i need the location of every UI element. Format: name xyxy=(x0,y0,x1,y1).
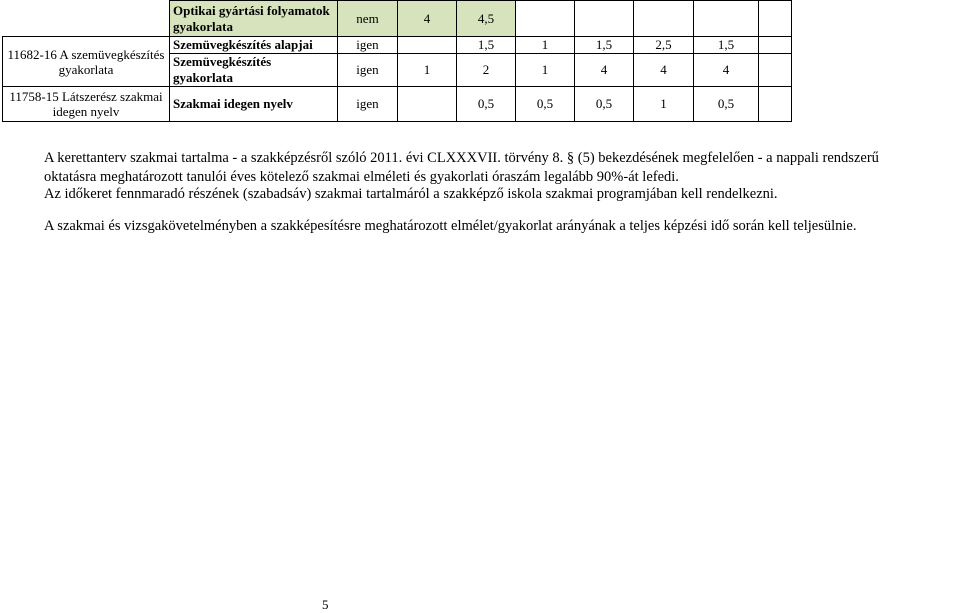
curriculum-table xyxy=(2,0,792,122)
module-cell: 11682-16 A szemüvegkészítés gyakorlata xyxy=(3,37,170,87)
table-cell: igen xyxy=(338,87,398,122)
subject-cell: Optikai gyártási folyamatok gyakorlata xyxy=(170,1,338,37)
table-cell xyxy=(759,37,792,54)
module-cell xyxy=(3,1,170,37)
paragraph-line: A szakmai és vizsgakövetelményben a szakképesítésre meghatározott elmélet/gyakorlat arányának a teljes képzési idő során kell teljesülnie. xyxy=(44,218,857,234)
table-row xyxy=(3,87,792,122)
table-cell: igen xyxy=(338,37,398,54)
table-cell: nem xyxy=(338,1,398,37)
table-cell xyxy=(398,37,457,54)
table-cell: 1 xyxy=(634,87,694,122)
table-cell: 0,5 xyxy=(575,87,634,122)
table-cell xyxy=(759,1,792,37)
paragraph-line: oktatásra meghatározott tanulói éves kötelező szakmai elméleti és gyakorlati óraszám legalább 90%-át lefedi. xyxy=(44,169,679,185)
table-cell xyxy=(759,87,792,122)
table-cell: 1 xyxy=(516,54,575,87)
table-cell: 4 xyxy=(398,1,457,37)
table-row xyxy=(3,37,792,54)
table-cell: 0,5 xyxy=(457,87,516,122)
table-cell xyxy=(516,1,575,37)
table-cell: 2 xyxy=(457,54,516,87)
table-cell: 2,5 xyxy=(634,37,694,54)
table-cell xyxy=(694,1,759,37)
paragraph-line: A kerettanterv szakmai tartalma - a szakképzésről szóló 2011. évi CLXXXVII. törvény 8. § (5) bekezdésének megfelelően - a nappali rendszerű xyxy=(44,150,879,166)
table-cell: 1,5 xyxy=(694,37,759,54)
table-cell xyxy=(398,87,457,122)
table-cell: 4 xyxy=(634,54,694,87)
subject-cell: Szemüvegkészítés gyakorlata xyxy=(170,54,338,87)
subject-cell: Szakmai idegen nyelv xyxy=(170,87,338,122)
table-cell: 0,5 xyxy=(694,87,759,122)
table-cell: 1 xyxy=(398,54,457,87)
table-cell xyxy=(575,1,634,37)
table-cell: 1,5 xyxy=(575,37,634,54)
table-cell xyxy=(759,54,792,87)
table-row xyxy=(3,1,792,37)
subject-cell: Szemüvegkészítés alapjai xyxy=(170,37,338,54)
table-cell: 4 xyxy=(694,54,759,87)
table-cell: 0,5 xyxy=(516,87,575,122)
page-number: 5 xyxy=(322,597,329,612)
paragraph-line: Az időkeret fennmaradó részének (szabadsáv) szakmai tartalmáról a szakképző iskola szakmai programjában kell rendelkezni. xyxy=(44,186,778,202)
table-cell: 1,5 xyxy=(457,37,516,54)
table-cell xyxy=(634,1,694,37)
module-cell: 11758-15 Látszerész szakmai idegen nyelv xyxy=(3,87,170,122)
table-cell: 4 xyxy=(575,54,634,87)
table-cell: igen xyxy=(338,54,398,87)
table-cell: 1 xyxy=(516,37,575,54)
table-cell: 4,5 xyxy=(457,1,516,37)
